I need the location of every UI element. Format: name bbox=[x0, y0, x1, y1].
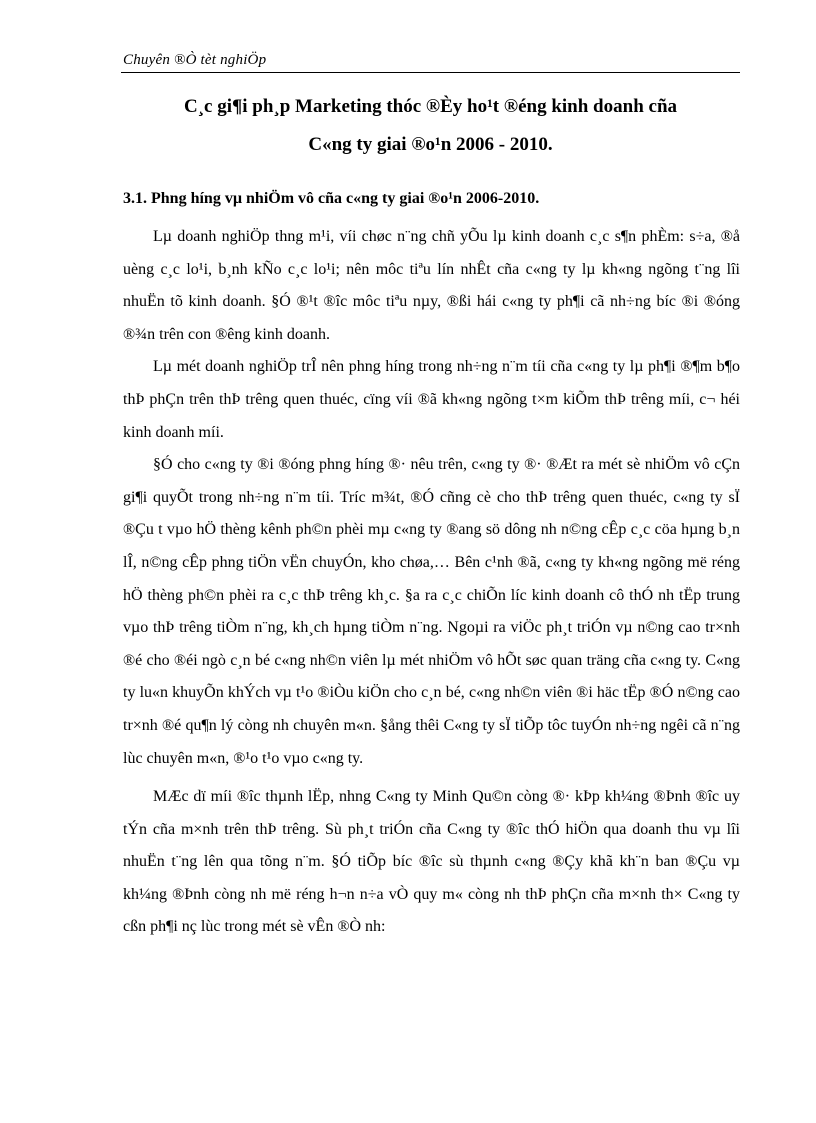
header-rule bbox=[121, 72, 740, 73]
paragraph: Lµ mét doanh nghiÖp trÎ nên phng híng trong nh÷ng n¨m tíi cña c«ng ty lµ ph¶i ®¶m b¶o thÞ phÇn trên thÞ trêng quen thuéc, cïng víi ®ã kh«ng ngõng t×m kiÕm thÞ trêng míi, c¬ héi kinh doanh míi. bbox=[123, 358, 740, 441]
paragraph: §Ó cho c«ng ty ®i ®óng phng híng ®· nêu trên, c«ng ty ®· ®Æt ra mét sè nhiÖm vô cÇn gi¶i quyÕt trong nh÷ng n¨m tíi. Tríc m¾t, ®Ó cñng cè cho thÞ trêng quen thuéc, c«ng ty sÏ ®Çu t vµo hÖ thèng kênh ph©n phèi mµ c«ng ty ®ang sö dông nh n©ng cÊp c¸c cöa hµng b¸n lÎ, n©ng cÊp phng tiÖn vËn chuyÓn, kho chøa,… Bên c¹nh ®ã, c«ng ty kh«ng ngõng më réng hÖ thèng ph©n phèi ra c¸c thÞ trêng kh¸c. §a ra c¸c chiÕn líc kinh doanh cô thÓ nh tËp trung vµo thÞ trêng tiÒm n¨ng, kh¸ch hµng tiÒm n¨ng. Ngoµi ra viÖc ph¸t triÓn vµ n©ng cao tr×nh ®é cho ®éi ngò c¸n bé c«ng nh©n viên lµ mét nhiÖm vô hÕt søc quan träng cña c«ng ty. C«ng ty lu«n khuyÕn khÝch vµ t¹o ®iÒu kiÖn cho c¸n bé, c«ng nh©n viên ®i häc tËp ®Ó n©ng cao tr×nh ®é qu¶n lý còng nh chuyên m«n. §ång thêi C«ng ty sÏ tiÕp tôc tuyÓn nh÷ng ngêi cã n¨ng lùc chuyên m«n, ®¹o t¹o vµo c«ng ty. bbox=[123, 456, 740, 767]
paragraph: MÆc dï míi ®îc thµnh lËp, nhng C«ng ty Minh Qu©n còng ®· kÞp kh¼ng ®Þnh ®îc uy tÝn cña m×nh trên thÞ trêng. Sù ph¸t triÓn cña C«ng ty ®îc thÓ hiÖn qua doanh thu vµ lîi nhuËn t¨ng lên qua tõng n¨m. §Ó tiÕp bíc ®îc sù thµnh c«ng ®Çy khã kh¨n ban ®Çu vµ kh¼ng ®Þnh còng nh më réng h¬n n÷a vÒ quy m« còng nh thÞ phÇn cña m×nh th× C«ng ty cßn ph¶i nç lùc trong mét sè vÊn ®Ò nh: bbox=[123, 788, 740, 936]
body-text bbox=[123, 221, 740, 944]
chapter-title-line-1: C¸c gi¶i ph¸p Marketing thóc ®Èy ho¹t ®éng kinh doanh cña bbox=[183, 96, 678, 117]
running-header: Chuyên ®Ò tèt nghiÖp bbox=[123, 52, 267, 68]
paragraph: Lµ doanh nghiÖp thng m¹i, víi chøc n¨ng chñ yÕu lµ kinh doanh c¸c s¶n phÈm: s÷a, ®å uèng c¸c lo¹i, b¸nh kÑo c¸c lo¹i; nên môc tiªu lín nhÊt cña c«ng ty lµ kh«ng ngõng t¨ng lîi nhuËn tõ kinh doanh. §Ó ®¹t ®îc môc tiªu nµy, ®ßi hái c«ng ty ph¶i cã nh÷ng bíc ®i ®óng ®¾n trên con ®êng kinh doanh. bbox=[123, 228, 740, 343]
chapter-title-line-2: C«ng ty giai ®o¹n 2006 - 2010. bbox=[308, 134, 553, 155]
section-heading: 3.1. Phng híng vµ nhiÖm vô cña c«ng ty giai ®o¹n 2006-2010. bbox=[123, 190, 540, 207]
